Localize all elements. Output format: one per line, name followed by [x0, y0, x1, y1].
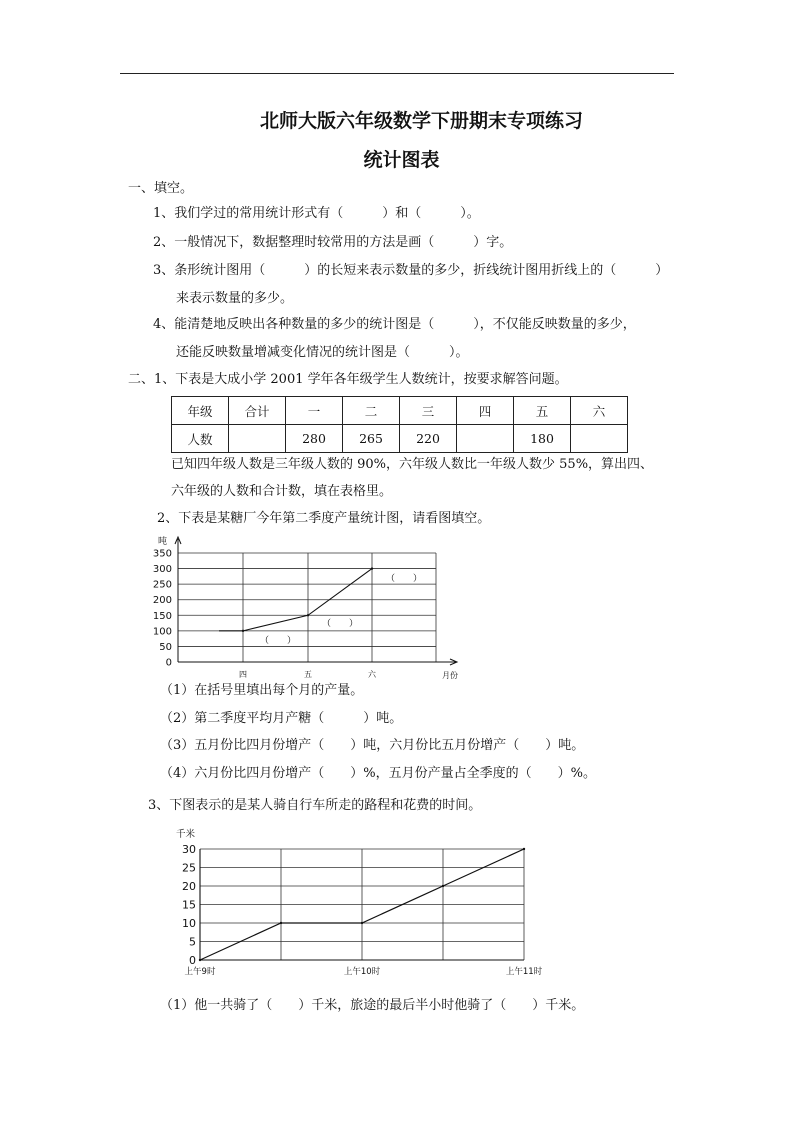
y-tick-label: 250 [152, 579, 172, 591]
blank-label: （ ） [386, 574, 423, 584]
table-cell [229, 425, 286, 453]
y-tick-label: 0 [165, 657, 172, 669]
blank-label: （ ） [322, 619, 359, 629]
question-1-3-cont: 来表示数量的多少。 [176, 291, 294, 306]
y-tick-label: 10 [182, 917, 196, 930]
table-cell: 人数 [172, 425, 229, 453]
data-point [371, 567, 373, 569]
document-title: 北师大版六年级数学下册期末专项练习 [259, 110, 583, 132]
y-tick-label: 15 [182, 898, 196, 912]
table-header-row [172, 397, 628, 425]
table-cell: 265 [343, 425, 400, 453]
table-cell: 五 [514, 397, 571, 425]
data-point [442, 885, 444, 887]
question-1-4: 4、能清楚地反映出各种数量的多少的统计图是（ ），不仅能反映数量的多少， [153, 317, 636, 332]
x-tick-label: 上午11时 [505, 967, 543, 977]
data-point [242, 630, 244, 632]
table-cell: 年级 [172, 397, 229, 425]
question-1-2: 2、一般情况下，数据整理时较常用的方法是画（ ）字。 [153, 235, 513, 250]
table-cell: 一 [286, 397, 343, 425]
table-row [172, 425, 628, 453]
table-cell: 合计 [229, 397, 286, 425]
document-subtitle: 统计图表 [363, 149, 440, 171]
y-tick-label: 20 [182, 880, 196, 893]
y-tick-label: 200 [152, 595, 172, 607]
question-1-1: 1、我们学过的常用统计形式有（ ）和（ ）。 [153, 206, 480, 221]
section1-heading: 一、填空。 [128, 181, 194, 196]
y-tick-label: 150 [152, 610, 172, 622]
cycling-distance-chart [150, 823, 550, 983]
data-point [307, 614, 309, 616]
y-axis-label: 千米 [176, 829, 196, 840]
grade-table [171, 396, 628, 453]
header-rule [120, 73, 674, 74]
x-tick-label: 五 [304, 670, 312, 679]
y-axis-label: 吨 [158, 537, 168, 547]
question-2-1-text-cont: 六年级的人数和合计数，填在表格里。 [171, 484, 393, 499]
table-cell: 280 [286, 425, 343, 453]
table-cell: 六 [571, 397, 628, 425]
y-tick-label: 5 [189, 935, 196, 949]
question-2-2-item-3: （3）五月份比四月份增产（ ）吨，六月份比五月份增产（ ）吨。 [160, 738, 585, 753]
x-tick-label: 上午9时 [184, 967, 216, 977]
y-tick-label: 100 [152, 626, 172, 638]
question-2-3-item-1: （1）他一共骑了（ ）千米，旅途的最后半小时他骑了（ ）千米。 [160, 998, 585, 1013]
question-2-1-intro: 二、1、下表是大成小学 2001 学年各年级学生人数统计，按要求解答问题。 [128, 372, 568, 387]
x-axis-label: 月份 [442, 671, 458, 680]
question-2-1-text: 已知四年级人数是三年级人数的 90%，六年级人数比一年级人数少 55%，算出四、 [171, 457, 654, 472]
table-cell: 220 [400, 425, 457, 453]
data-point [199, 959, 201, 961]
data-point [523, 848, 525, 850]
table-cell: 三 [400, 397, 457, 425]
y-tick-label: 300 [152, 564, 172, 576]
table-cell [457, 425, 514, 453]
table-cell: 二 [343, 397, 400, 425]
question-1-4-cont: 还能反映数量增减变化情况的统计图是（ ）。 [176, 345, 469, 360]
x-tick-label: 六 [368, 670, 376, 679]
x-tick-label: 上午10时 [343, 967, 381, 977]
sugar-production-chart [150, 533, 470, 681]
table-cell [571, 425, 628, 453]
question-2-2-item-1: （1）在括号里填出每个月的产量。 [160, 683, 364, 698]
data-point [361, 922, 363, 924]
question-2-2-item-2: （2）第二季度平均月产糖（ ）吨。 [160, 711, 403, 726]
y-tick-label: 25 [182, 861, 196, 875]
question-1-3: 3、条形统计图用（ ）的长短来表示数量的多少，折线统计图用折线上的（ ） [153, 263, 669, 278]
y-tick-label: 0 [189, 954, 196, 967]
y-tick-label: 30 [182, 843, 196, 856]
x-tick-label: 四 [239, 670, 247, 679]
data-point [280, 922, 282, 924]
table-cell: 180 [514, 425, 571, 453]
question-2-2-intro: 2、下表是某糖厂今年第二季度产量统计图，请看图填空。 [157, 511, 491, 526]
blank-label: （ ） [260, 636, 297, 646]
y-tick-label: 50 [159, 641, 172, 653]
question-2-2-item-4: （4）六月份比四月份增产（ ）%，五月份产量占全季度的（ ）%。 [160, 766, 596, 781]
y-tick-label: 350 [152, 548, 172, 560]
table-cell: 四 [457, 397, 514, 425]
question-2-3-intro: 3、下图表示的是某人骑自行车所走的路程和花费的时间。 [148, 798, 482, 813]
